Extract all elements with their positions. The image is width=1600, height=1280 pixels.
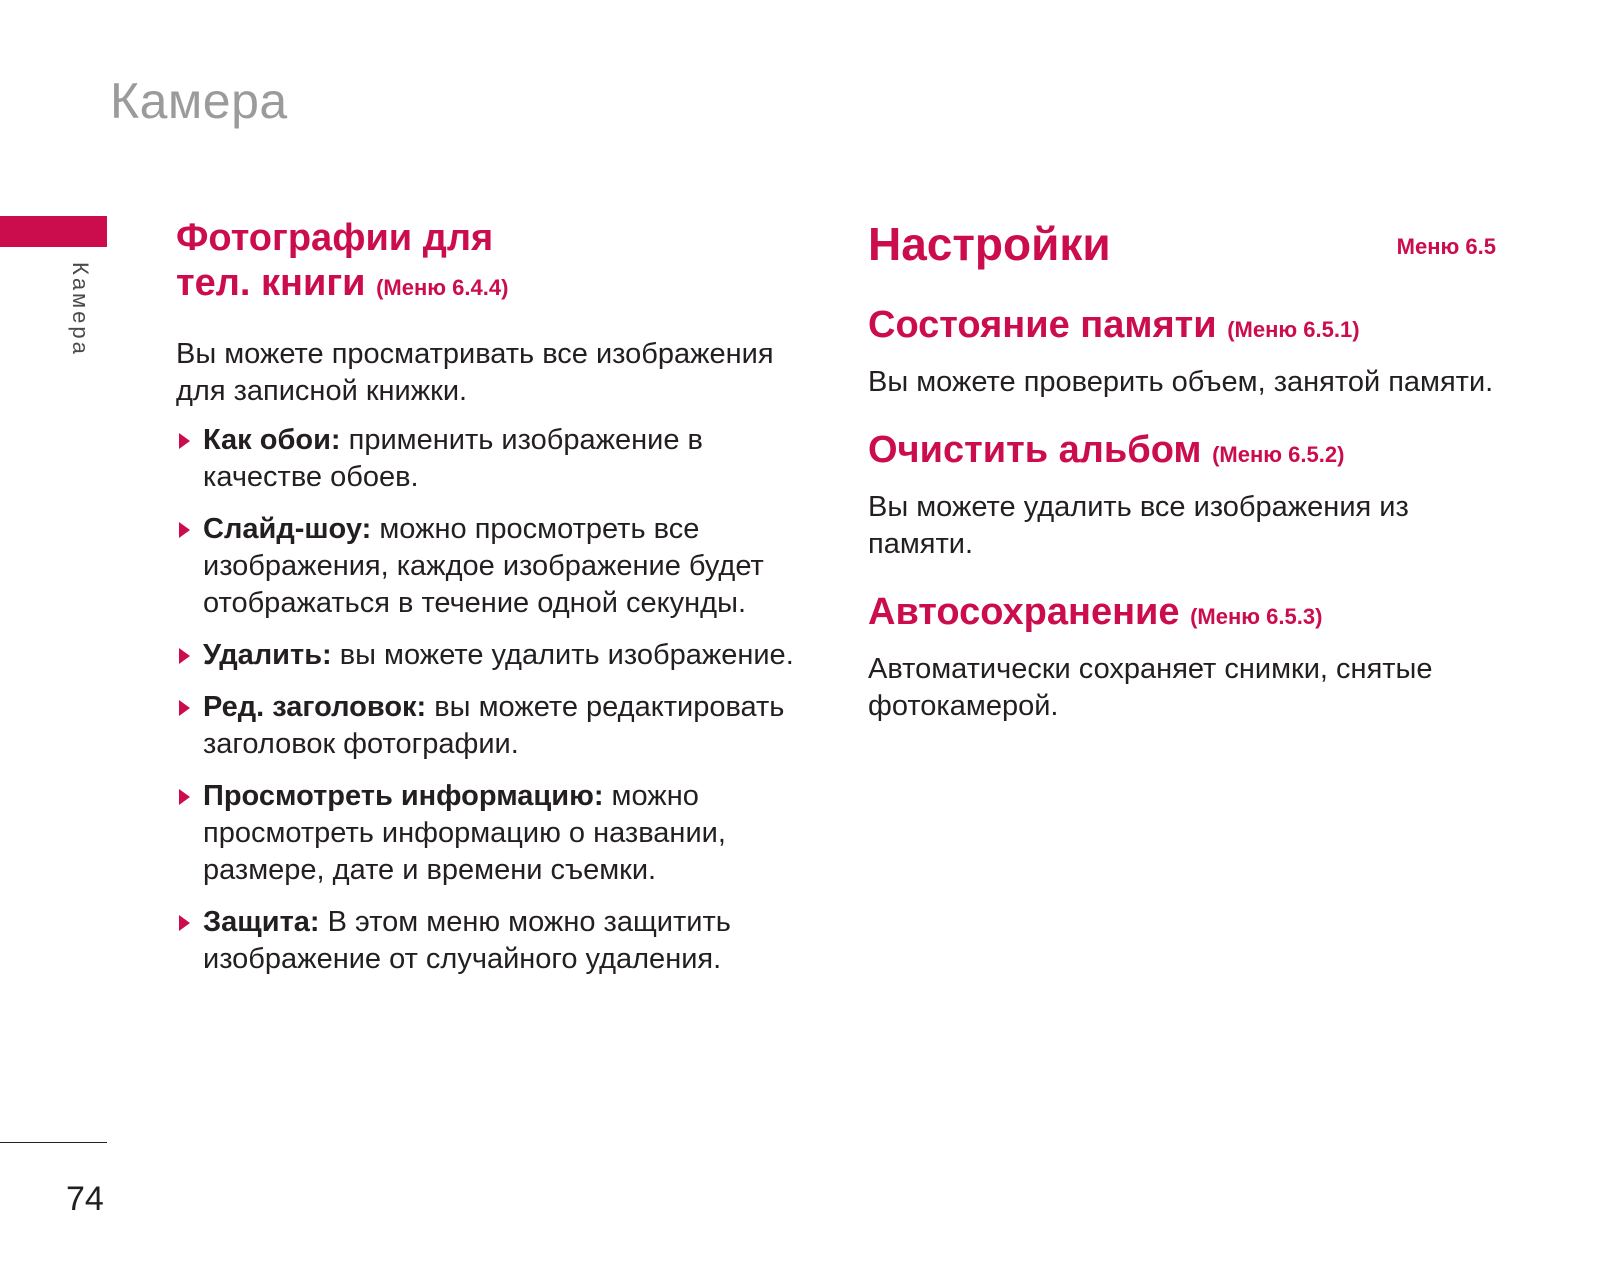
list-item bbox=[176, 689, 816, 763]
section-autosave bbox=[868, 589, 1508, 725]
option-description: можно просмотреть информацию о названии, размере, дате и времени съемки. bbox=[203, 780, 726, 886]
section-heading bbox=[868, 302, 1508, 353]
side-tab-marker bbox=[0, 216, 107, 247]
bullet-arrow-icon bbox=[179, 789, 190, 805]
option-description: применить изображение в качестве обоев. bbox=[203, 424, 703, 493]
list-item bbox=[176, 904, 816, 978]
right-column bbox=[868, 216, 1508, 725]
option-description: В этом меню можно защитить изображение от случайного удаления. bbox=[203, 906, 731, 975]
option-term: Защита: bbox=[203, 906, 320, 938]
heading-line-1: Фотографии для bbox=[176, 217, 494, 259]
list-item bbox=[176, 637, 816, 674]
section-heading-text: Состояние памяти bbox=[868, 304, 1217, 346]
section-paragraph: Автоматически сохраняет снимки, снятые фотокамерой. bbox=[868, 653, 1433, 722]
section-paragraph: Вы можете проверить объем, занятой памяти. bbox=[868, 366, 1494, 398]
side-tab-label: Камера bbox=[68, 262, 93, 357]
intro-paragraph: Вы можете просматривать все изображения для записной книжки. bbox=[176, 338, 774, 407]
page-number: 74 bbox=[66, 1180, 104, 1218]
option-term: Ред. заголовок: bbox=[203, 691, 427, 723]
option-description: вы можете удалить изображение. bbox=[331, 639, 794, 671]
list-item bbox=[176, 511, 816, 622]
option-description: вы можете редактировать заголовок фотографии. bbox=[203, 691, 785, 760]
menu-reference: (Меню 6.5.1) bbox=[1227, 317, 1360, 342]
bullet-arrow-icon bbox=[179, 700, 190, 716]
list-item bbox=[176, 778, 816, 889]
settings-title-row bbox=[868, 216, 1508, 276]
bullet-arrow-icon bbox=[179, 522, 190, 538]
option-term: Слайд-шоу: bbox=[203, 513, 372, 545]
footer-divider bbox=[0, 1142, 107, 1143]
options-list bbox=[176, 422, 816, 978]
menu-reference: (Меню 6.5.3) bbox=[1190, 604, 1323, 629]
menu-reference: (Меню 6.4.4) bbox=[376, 275, 509, 300]
section-paragraph: Вы можете удалить все изображения из памяти. bbox=[868, 491, 1409, 560]
section-heading-photos-for-phonebook bbox=[176, 216, 816, 310]
option-term: Удалить: bbox=[203, 639, 332, 671]
option-term: Как обои: bbox=[203, 424, 341, 456]
menu-reference: (Меню 6.5.2) bbox=[1212, 442, 1345, 467]
settings-menu-reference: Меню 6.5 bbox=[1396, 234, 1496, 259]
option-description: можно просмотреть все изображения, каждое изображение будет отображаться в течение одной секунды. bbox=[203, 513, 764, 619]
page-header-title: Камера bbox=[110, 73, 288, 129]
bullet-arrow-icon bbox=[179, 915, 190, 931]
section-heading bbox=[868, 589, 1508, 640]
heading-line-2: тел. книги bbox=[176, 262, 366, 304]
section-clear-album bbox=[868, 427, 1508, 563]
section-memory-status bbox=[868, 302, 1508, 401]
section-heading-text: Автосохранение bbox=[868, 591, 1180, 633]
left-column bbox=[176, 216, 816, 993]
settings-title: Настройки bbox=[868, 218, 1111, 270]
section-heading bbox=[868, 427, 1508, 478]
bullet-arrow-icon bbox=[179, 648, 190, 664]
option-term: Просмотреть информацию: bbox=[203, 780, 604, 812]
section-heading-text: Очистить альбом bbox=[868, 429, 1202, 471]
bullet-arrow-icon bbox=[179, 433, 190, 449]
list-item bbox=[176, 422, 816, 496]
